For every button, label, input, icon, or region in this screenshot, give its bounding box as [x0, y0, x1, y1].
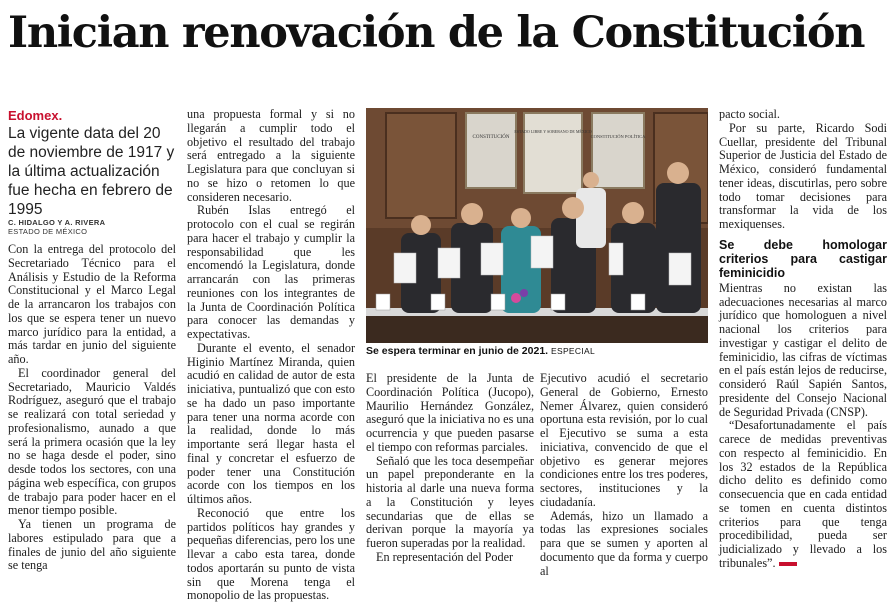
paragraph: El coordinador general del Secretariado, Mauricio Valdés Rodríguez, aseguró que el trabajo se realizará con total seriedad y profesionalismo, aunado a que será la primera ocasión que la ley no se haga desde el poder, sino desde todos los sectores, con una página web específica, con grupos de trabajo para poder hacer en el menor tiempo posible.	[8, 365, 176, 518]
body-column-5	[719, 108, 887, 571]
plaque-text-2: ESTADO LIBRE Y SOBERANO DE MÉXICO	[514, 129, 592, 134]
paragraph	[719, 419, 887, 570]
paragraph: Durante el evento, el senador Higinio Martínez Miranda, quien acudió en calidad de autor de esta iniciativa, puntualizó que con esto se ha dado un paso importante para tener una norma acorde con la realidad, donde lo más importante será llegar hasta el final y concretar el esfuerzo de poder tener una Constitución acorde con los tiempos en los últimos años.	[187, 340, 355, 506]
subheading: Se debe homologar criterios para castigar feminicidio	[719, 237, 887, 280]
paragraph: Reconoció que entre los partidos políticos hay grandes y pequeñas diferencias, pero los une llevar a cabo esta tarea, donde todos aportarán su punto de vista sin que Morena tenga el monopolio de las propuestas.	[187, 505, 355, 603]
paragraph: una propuesta formal y si no llegarán a cumplir todo el objetivo el resultado del trabajo será entregado a la siguiente Legislatura para que concluyan si no se hizo o retomen lo que consideren necesario.	[187, 107, 355, 204]
news-photo	[366, 108, 708, 343]
caption-credit: ESPECIAL	[551, 346, 595, 356]
paragraph: En representación del Poder	[376, 549, 514, 564]
paragraph: Además, hizo un llamado a todas las expresiones sociales para que se sumen y aporten al documento que da forma y cuerpo al	[540, 508, 708, 578]
paragraph: Ejecutivo acudió el secretario General de Gobierno, Ernesto Nemer Álvarez, quien consideró oportuna esta revisión, por lo cual el Ejecutivo se suma a esta iniciativa, convencido de que el objetivo es generar mejores condiciones entre los tres poderes, sectores, instituciones y la ciudadanía.	[540, 371, 708, 509]
photo-caption	[366, 345, 708, 357]
plaque-text-1: CONSTITUCIÓN	[472, 135, 510, 140]
end-mark	[779, 562, 797, 566]
paragraph: Ya tienen un programa de labores estipulado para que a finales de junio del año siguiente se tenga	[8, 517, 176, 573]
body-column-1	[8, 243, 176, 573]
deck-summary: La vigente data del 20 de noviembre de 1917 y la última actualización fue hecha en febrero de 1995	[8, 125, 175, 218]
paragraph: Señaló que les toca desempeñar un papel preponderante en la historia al darle una nueva forma a la Constitución y leyes secundarias que de ellas se derivan porque la mayoría ya fueron superadas por la realidad.	[366, 453, 534, 550]
caption-text: Se espera terminar en junio de 2021.	[366, 345, 549, 357]
paragraph: Mientras no existan las adecuaciones necesarias al marco jurídico que homologuen a nivel nacional los criterios para investigar y castigar el delito de feminicidio, las cifras de víctimas en el país están lejos de reducirse, consideró Raúl Sapién Santos, presidente del Consejo Nacional de Seguridad Privada (CNSP).	[719, 280, 887, 419]
body-column-2	[187, 108, 355, 603]
paragraph: Por su parte, Ricardo Sodi Cuellar, presidente del Tribunal Superior de Justicia del Estado de México, consideró fundamental tener ideas, discutirlas, pero sobre todo tomar decisiones para transformar la vida de los mexiquenses.	[719, 120, 887, 231]
byline	[8, 218, 178, 236]
paragraph: pacto social.	[719, 107, 780, 121]
paragraph: Rubén Islas entregó el protocolo con el cual se regirán para hacer el trabajo y cumplir la responsabilidad que les encomendó la Legislatura, donde arrancarán con las primeras reuniones con los integrantes de la Junta de Coordinación Política para conocer las demandas y expectativas.	[187, 203, 355, 341]
body-column-3	[366, 372, 534, 565]
body-column-4	[540, 372, 708, 578]
plaque-text-3: CONSTITUCIÓN POLÍTICA	[590, 134, 646, 139]
paragraph: El presidente de la Junta de Coordinación Política (Jucopo), Maurilio Hernández González, aseguró que la iniciativa no es una ocurrencia y que pueden pasarse el tiempo con reformas parciales.	[366, 371, 534, 454]
byline-source: ESTADO DE MÉXICO	[8, 227, 88, 236]
byline-authors: C. HIDALGO Y A. RIVERA	[8, 218, 106, 227]
paragraph: Con la entrega del protocolo del Secretariado Técnico para el Análisis y Estudio de la Reforma Constitucional y el Marco Legal de la arrancaron los trabajos con los que se espera tener un nuevo marco jurídico para la entidad, a más tardar en junio del siguiente año.	[8, 242, 176, 366]
paragraph-text: “Desafortunadamente el país carece de medidas preventivas con respecto al feminicidio. En los 32 estados de la República dicho delito es definido como consecuencia que en cada entidad se tomen en cuenta distintos criterios para que tenga procedibilidad, pueda ser judicializado y llevado a los tribunales”.	[719, 418, 887, 570]
headline: Inician renovación de la Constitución	[8, 8, 865, 58]
section-kicker: Edomex.	[8, 108, 63, 123]
